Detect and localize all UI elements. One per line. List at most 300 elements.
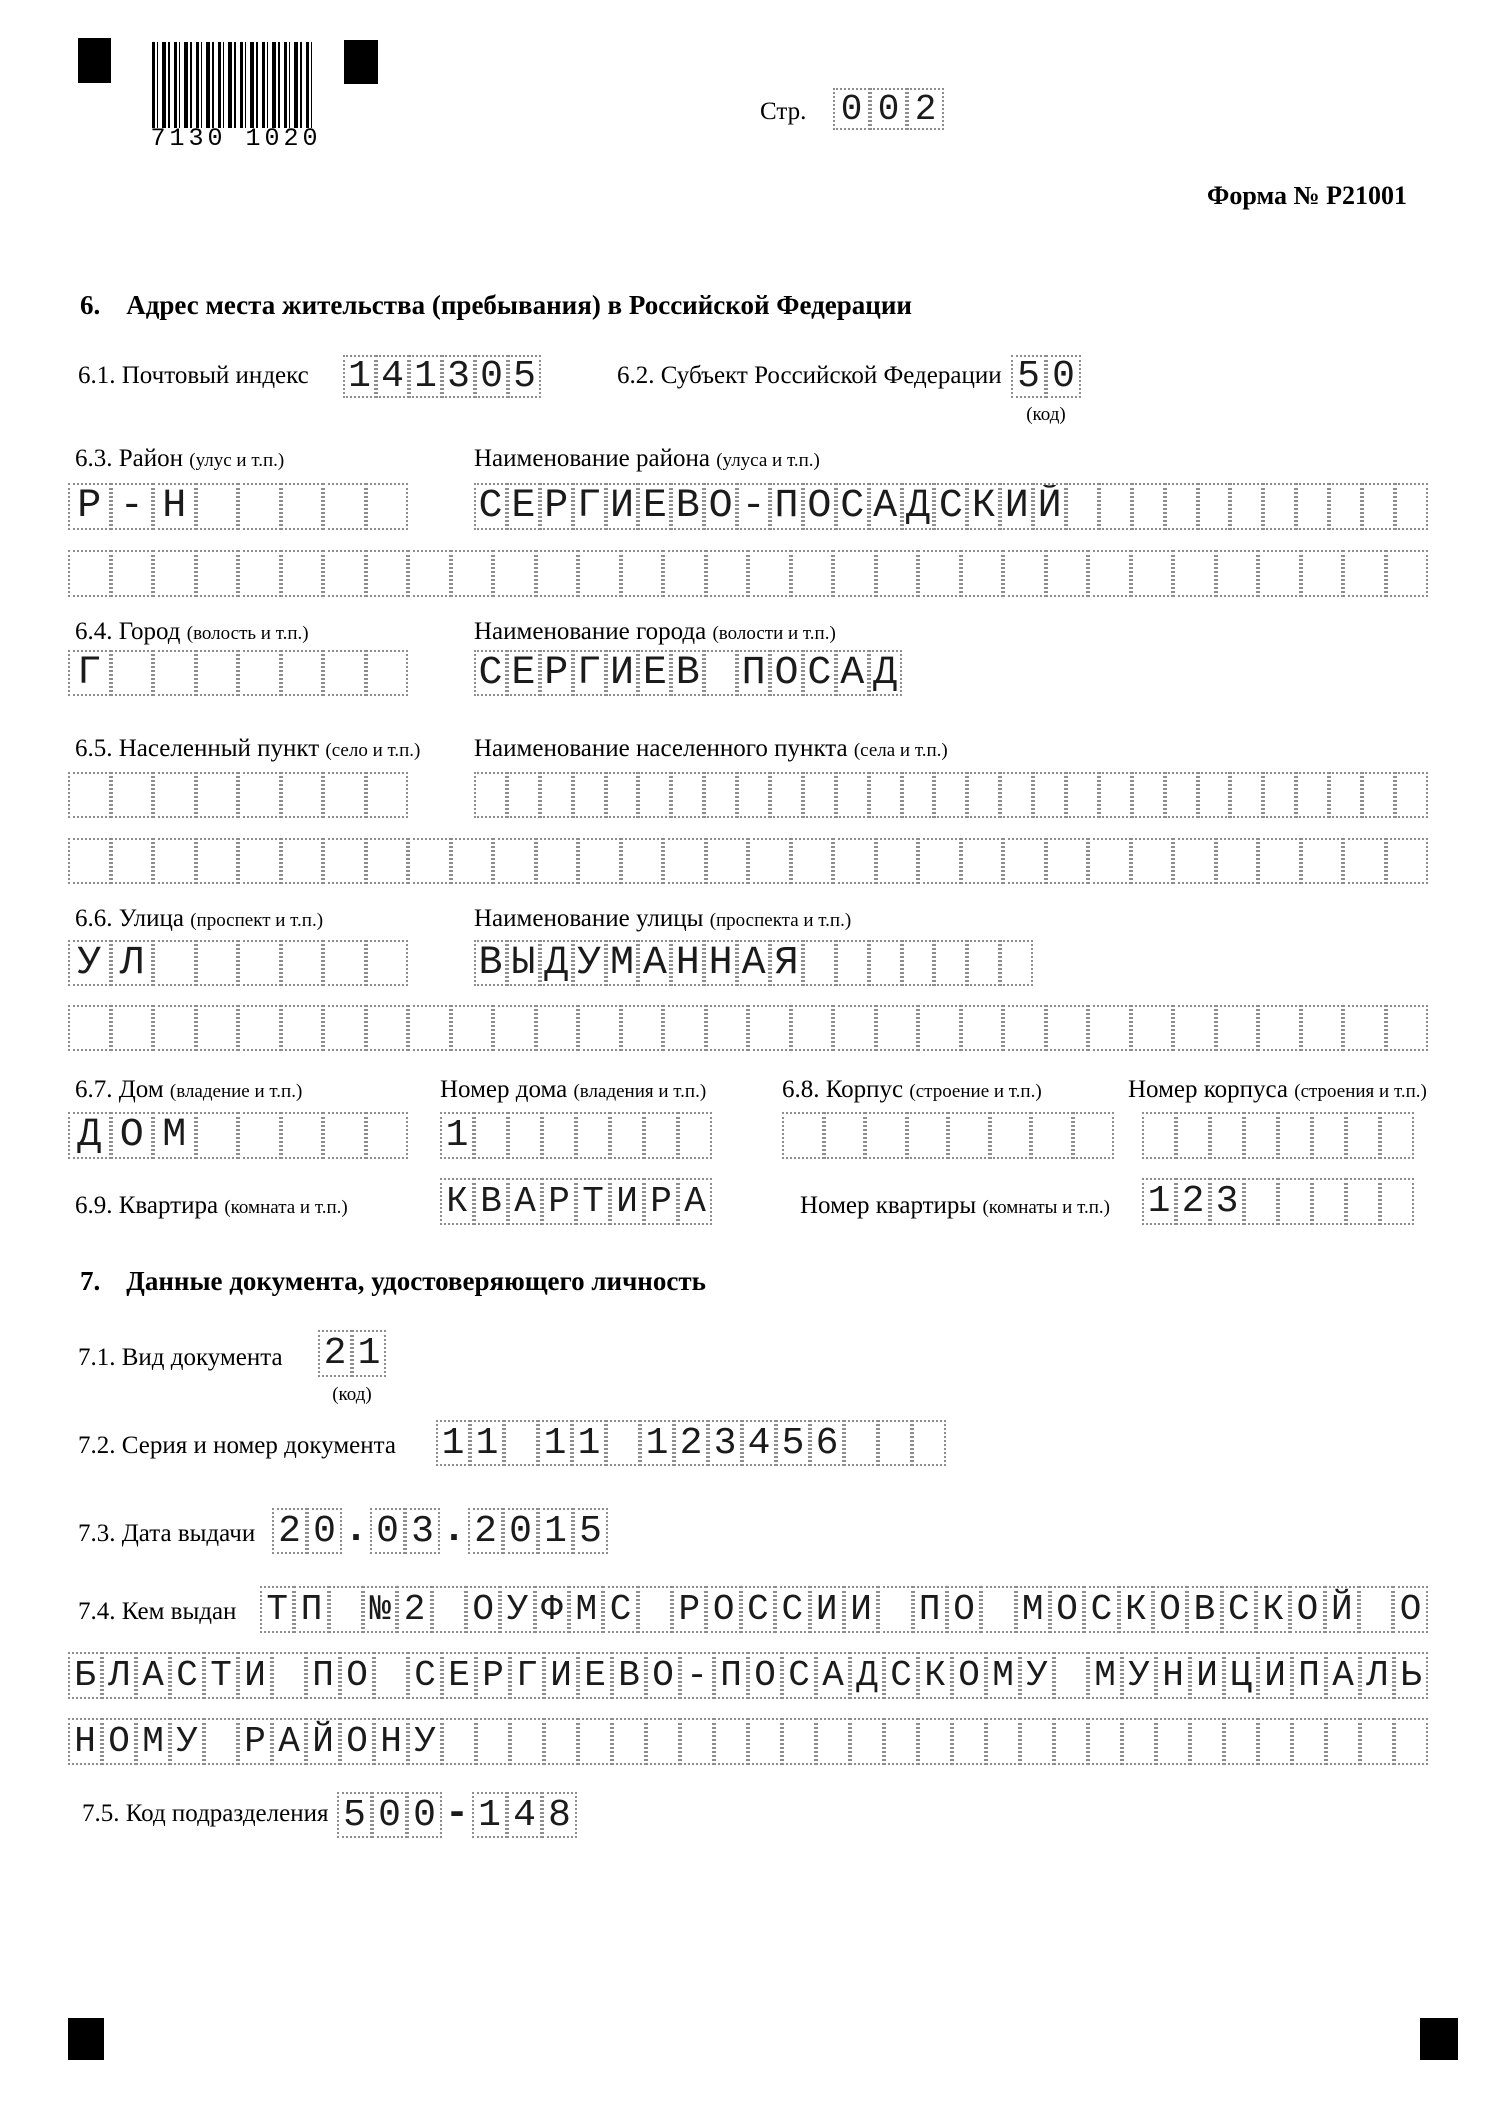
form-cell[interactable]: О bbox=[704, 483, 737, 530]
form-cell[interactable] bbox=[1301, 550, 1344, 597]
form-cell[interactable] bbox=[1386, 1005, 1429, 1051]
form-cell[interactable]: М bbox=[1016, 1586, 1050, 1633]
form-cell[interactable] bbox=[1346, 1178, 1380, 1225]
form-cell[interactable]: И bbox=[238, 1652, 272, 1699]
form-cell[interactable]: С bbox=[1222, 1586, 1256, 1633]
form-cell[interactable] bbox=[1000, 940, 1033, 986]
form-cell[interactable]: 0 bbox=[833, 88, 870, 130]
form-cell[interactable] bbox=[196, 550, 239, 597]
form-cell[interactable]: А bbox=[737, 940, 770, 986]
form-cell[interactable]: С bbox=[474, 650, 507, 696]
form-cell[interactable] bbox=[961, 838, 1004, 884]
form-cell[interactable]: О bbox=[748, 1652, 782, 1699]
form-cell[interactable] bbox=[1046, 1005, 1089, 1051]
form-cell[interactable]: Е bbox=[507, 650, 540, 696]
form-cell[interactable]: 5 bbox=[1011, 355, 1046, 398]
form-cell[interactable]: А bbox=[136, 1652, 170, 1699]
form-cell[interactable] bbox=[1020, 1718, 1054, 1765]
form-cell[interactable]: Т bbox=[576, 1178, 610, 1225]
form-cell[interactable] bbox=[1296, 772, 1329, 818]
form-cell[interactable] bbox=[704, 772, 737, 818]
form-cell[interactable] bbox=[878, 1586, 912, 1633]
form-cell[interactable] bbox=[1395, 772, 1428, 818]
form-cell[interactable] bbox=[1046, 838, 1089, 884]
form-cell[interactable]: Й bbox=[306, 1718, 340, 1765]
form-cell[interactable]: Д bbox=[68, 1112, 111, 1159]
form-cell[interactable]: С bbox=[775, 1586, 809, 1633]
form-cell[interactable]: И bbox=[810, 1586, 844, 1633]
form-cell[interactable]: Ы bbox=[507, 940, 540, 986]
form-cell[interactable] bbox=[196, 940, 239, 986]
form-cell[interactable]: 2 bbox=[468, 1508, 503, 1554]
form-cell[interactable]: Ц bbox=[1224, 1652, 1258, 1699]
form-cell[interactable] bbox=[493, 550, 536, 597]
form-cell[interactable] bbox=[442, 1718, 476, 1765]
form-cell[interactable] bbox=[1278, 1178, 1312, 1225]
form-cell[interactable] bbox=[68, 772, 111, 818]
form-cell[interactable]: Р bbox=[238, 1718, 272, 1765]
apartment-type-cells[interactable] bbox=[440, 1178, 712, 1225]
form-cell[interactable]: 1 bbox=[352, 1330, 386, 1377]
form-cell[interactable] bbox=[366, 1112, 409, 1159]
form-cell[interactable] bbox=[111, 650, 154, 696]
form-cell[interactable]: Д bbox=[850, 1652, 884, 1699]
form-cell[interactable] bbox=[912, 1420, 946, 1466]
form-cell[interactable] bbox=[1165, 772, 1198, 818]
form-cell[interactable] bbox=[850, 1718, 884, 1765]
form-cell[interactable]: Г bbox=[573, 650, 606, 696]
form-cell[interactable] bbox=[878, 1420, 912, 1466]
form-cell[interactable]: А bbox=[508, 1178, 542, 1225]
form-cell[interactable]: 2 bbox=[674, 1420, 708, 1466]
issued-by-line3-cells[interactable] bbox=[68, 1718, 1428, 1765]
form-cell[interactable] bbox=[907, 1112, 949, 1159]
form-cell[interactable]: 0 bbox=[307, 1508, 342, 1554]
form-cell[interactable]: 0 bbox=[372, 1792, 407, 1838]
form-cell[interactable]: Н bbox=[153, 483, 196, 530]
form-cell[interactable] bbox=[934, 940, 967, 986]
form-cell[interactable]: Н bbox=[68, 1718, 102, 1765]
form-cell[interactable] bbox=[644, 1112, 678, 1159]
form-cell[interactable] bbox=[323, 940, 366, 986]
form-cell[interactable]: 3 bbox=[1210, 1178, 1244, 1225]
form-cell[interactable] bbox=[238, 1005, 281, 1051]
form-cell[interactable] bbox=[153, 772, 196, 818]
form-cell[interactable]: 1 bbox=[538, 1508, 573, 1554]
form-cell[interactable] bbox=[952, 1718, 986, 1765]
form-cell[interactable] bbox=[1198, 772, 1231, 818]
form-cell[interactable] bbox=[238, 483, 281, 530]
form-cell[interactable]: Е bbox=[638, 650, 671, 696]
document-series-number-cells[interactable] bbox=[436, 1420, 946, 1466]
form-cell[interactable] bbox=[967, 772, 1000, 818]
form-cell[interactable] bbox=[238, 650, 281, 696]
form-cell[interactable] bbox=[1301, 1005, 1344, 1051]
form-cell[interactable] bbox=[536, 838, 579, 884]
form-cell[interactable]: О bbox=[947, 1586, 981, 1633]
form-cell[interactable]: Я bbox=[770, 940, 803, 986]
form-cell[interactable]: 2 bbox=[318, 1330, 352, 1377]
form-cell[interactable] bbox=[1329, 483, 1362, 530]
form-cell[interactable]: 3 bbox=[442, 355, 475, 398]
form-cell[interactable]: О bbox=[1290, 1586, 1324, 1633]
form-cell[interactable] bbox=[1046, 550, 1089, 597]
form-cell[interactable] bbox=[737, 772, 770, 818]
form-cell[interactable] bbox=[366, 1005, 409, 1051]
settlement-name-continuation-cells[interactable] bbox=[68, 838, 1428, 884]
form-cell[interactable] bbox=[1326, 1718, 1360, 1765]
form-cell[interactable]: И bbox=[844, 1586, 878, 1633]
postal-index-cells[interactable] bbox=[343, 355, 541, 398]
district-name-cells[interactable] bbox=[474, 483, 1428, 530]
form-cell[interactable] bbox=[1142, 1112, 1176, 1159]
form-cell[interactable]: В bbox=[671, 650, 704, 696]
form-cell[interactable] bbox=[714, 1718, 748, 1765]
form-cell[interactable] bbox=[544, 1718, 578, 1765]
form-cell[interactable]: Р bbox=[542, 1178, 576, 1225]
form-cell[interactable]: У bbox=[1020, 1652, 1054, 1699]
issue-date-year-cells[interactable] bbox=[468, 1508, 608, 1555]
form-cell[interactable] bbox=[902, 772, 935, 818]
form-cell[interactable] bbox=[272, 1652, 306, 1699]
form-cell[interactable]: С bbox=[1084, 1586, 1118, 1633]
form-cell[interactable]: У bbox=[1122, 1652, 1156, 1699]
form-cell[interactable] bbox=[576, 1112, 610, 1159]
form-cell[interactable] bbox=[578, 1005, 621, 1051]
form-cell[interactable] bbox=[68, 838, 111, 884]
form-cell[interactable] bbox=[329, 1586, 363, 1633]
form-cell[interactable] bbox=[408, 550, 451, 597]
form-cell[interactable] bbox=[1131, 550, 1174, 597]
form-cell[interactable]: О bbox=[111, 1112, 154, 1159]
form-cell[interactable]: Д bbox=[869, 650, 902, 696]
form-cell[interactable]: А bbox=[816, 1652, 850, 1699]
form-cell[interactable] bbox=[1230, 483, 1263, 530]
form-cell[interactable] bbox=[1031, 1112, 1073, 1159]
form-cell[interactable]: В bbox=[671, 483, 704, 530]
form-cell[interactable] bbox=[281, 940, 324, 986]
form-cell[interactable] bbox=[196, 650, 239, 696]
form-cell[interactable] bbox=[153, 940, 196, 986]
form-cell[interactable] bbox=[474, 772, 507, 818]
form-cell[interactable] bbox=[1173, 838, 1216, 884]
form-cell[interactable] bbox=[680, 1718, 714, 1765]
form-cell[interactable] bbox=[967, 940, 1000, 986]
form-cell[interactable] bbox=[196, 483, 239, 530]
form-cell[interactable] bbox=[1394, 1718, 1428, 1765]
form-cell[interactable]: 1 bbox=[440, 1112, 474, 1159]
form-cell[interactable]: У bbox=[170, 1718, 204, 1765]
form-cell[interactable] bbox=[1003, 1005, 1046, 1051]
unit-code-part2-cells[interactable] bbox=[472, 1792, 577, 1839]
form-cell[interactable]: О bbox=[1393, 1586, 1427, 1633]
form-cell[interactable] bbox=[1343, 550, 1386, 597]
form-cell[interactable] bbox=[323, 1005, 366, 1051]
form-cell[interactable]: Е bbox=[638, 483, 671, 530]
form-cell[interactable]: Р bbox=[476, 1652, 510, 1699]
form-cell[interactable] bbox=[111, 772, 154, 818]
issue-date-month-cells[interactable] bbox=[370, 1508, 440, 1555]
form-cell[interactable]: О bbox=[340, 1718, 374, 1765]
form-cell[interactable] bbox=[536, 550, 579, 597]
form-cell[interactable]: В bbox=[474, 1178, 508, 1225]
form-cell[interactable]: М bbox=[1088, 1652, 1122, 1699]
form-cell[interactable]: С bbox=[603, 1586, 637, 1633]
form-cell[interactable]: И bbox=[606, 650, 639, 696]
form-cell[interactable] bbox=[474, 1112, 508, 1159]
form-cell[interactable]: У bbox=[408, 1718, 442, 1765]
form-cell[interactable] bbox=[578, 1718, 612, 1765]
form-cell[interactable]: - bbox=[111, 483, 154, 530]
form-cell[interactable]: 5 bbox=[508, 355, 541, 398]
issue-date-day-cells[interactable] bbox=[272, 1508, 342, 1555]
form-cell[interactable]: Г bbox=[573, 483, 606, 530]
form-cell[interactable] bbox=[68, 1005, 111, 1051]
form-cell[interactable] bbox=[542, 1112, 576, 1159]
form-cell[interactable] bbox=[111, 550, 154, 597]
form-cell[interactable] bbox=[508, 1112, 542, 1159]
form-cell[interactable] bbox=[238, 940, 281, 986]
form-cell[interactable] bbox=[918, 1005, 961, 1051]
form-cell[interactable] bbox=[706, 1005, 749, 1051]
form-cell[interactable]: П bbox=[306, 1652, 340, 1699]
form-cell[interactable]: П bbox=[294, 1586, 328, 1633]
form-cell[interactable] bbox=[1210, 1112, 1244, 1159]
form-cell[interactable] bbox=[1216, 838, 1259, 884]
form-cell[interactable] bbox=[1054, 1652, 1088, 1699]
form-cell[interactable]: 4 bbox=[376, 355, 409, 398]
form-cell[interactable] bbox=[1173, 1005, 1216, 1051]
form-cell[interactable] bbox=[606, 1420, 640, 1466]
street-name-continuation-cells[interactable] bbox=[68, 1005, 1428, 1051]
form-cell[interactable]: 3 bbox=[405, 1508, 440, 1554]
form-cell[interactable] bbox=[1054, 1718, 1088, 1765]
form-cell[interactable]: Р bbox=[540, 650, 573, 696]
form-cell[interactable]: Т bbox=[260, 1586, 294, 1633]
form-cell[interactable]: И bbox=[606, 483, 639, 530]
form-cell[interactable] bbox=[366, 838, 409, 884]
form-cell[interactable]: С bbox=[884, 1652, 918, 1699]
form-cell[interactable] bbox=[1329, 772, 1362, 818]
form-cell[interactable]: Е bbox=[578, 1652, 612, 1699]
form-cell[interactable] bbox=[833, 550, 876, 597]
form-cell[interactable]: Г bbox=[510, 1652, 544, 1699]
form-cell[interactable] bbox=[68, 550, 111, 597]
form-cell[interactable] bbox=[281, 772, 324, 818]
form-cell[interactable]: 1 bbox=[470, 1420, 504, 1466]
form-cell[interactable]: 5 bbox=[337, 1792, 372, 1838]
form-cell[interactable] bbox=[1131, 838, 1174, 884]
form-cell[interactable] bbox=[1190, 1718, 1224, 1765]
form-cell[interactable]: О bbox=[102, 1718, 136, 1765]
form-cell[interactable] bbox=[646, 1718, 680, 1765]
form-cell[interactable] bbox=[1395, 483, 1428, 530]
issued-by-line1-cells[interactable] bbox=[260, 1586, 1428, 1633]
form-cell[interactable] bbox=[1131, 1005, 1174, 1051]
form-cell[interactable]: 1 bbox=[1142, 1178, 1176, 1225]
form-cell[interactable] bbox=[204, 1718, 238, 1765]
form-cell[interactable] bbox=[865, 1112, 907, 1159]
apartment-number-cells[interactable] bbox=[1142, 1178, 1414, 1225]
form-cell[interactable]: С bbox=[836, 483, 869, 530]
form-cell[interactable]: А bbox=[272, 1718, 306, 1765]
form-cell[interactable] bbox=[281, 1005, 324, 1051]
form-cell[interactable]: Н bbox=[374, 1718, 408, 1765]
form-cell[interactable] bbox=[803, 940, 836, 986]
form-cell[interactable] bbox=[366, 940, 409, 986]
form-cell[interactable]: 0 bbox=[475, 355, 508, 398]
form-cell[interactable]: В bbox=[474, 940, 507, 986]
form-cell[interactable] bbox=[578, 550, 621, 597]
form-cell[interactable] bbox=[1088, 550, 1131, 597]
form-cell[interactable] bbox=[918, 1718, 952, 1765]
form-cell[interactable]: А bbox=[638, 940, 671, 986]
form-cell[interactable] bbox=[948, 1112, 990, 1159]
form-cell[interactable] bbox=[833, 838, 876, 884]
form-cell[interactable] bbox=[1088, 1718, 1122, 1765]
form-cell[interactable] bbox=[663, 1005, 706, 1051]
form-cell[interactable]: 3 bbox=[708, 1420, 742, 1466]
house-type-cells[interactable] bbox=[68, 1112, 408, 1159]
form-cell[interactable] bbox=[1359, 1586, 1393, 1633]
form-cell[interactable] bbox=[1173, 550, 1216, 597]
form-cell[interactable] bbox=[323, 772, 366, 818]
form-cell[interactable] bbox=[1296, 483, 1329, 530]
form-cell[interactable] bbox=[1099, 772, 1132, 818]
form-cell[interactable] bbox=[366, 772, 409, 818]
form-cell[interactable] bbox=[238, 772, 281, 818]
form-cell[interactable] bbox=[986, 1718, 1020, 1765]
form-cell[interactable] bbox=[1088, 1005, 1131, 1051]
form-cell[interactable]: С bbox=[170, 1652, 204, 1699]
form-cell[interactable] bbox=[1066, 772, 1099, 818]
form-cell[interactable]: М bbox=[986, 1652, 1020, 1699]
form-cell[interactable] bbox=[153, 1005, 196, 1051]
form-cell[interactable] bbox=[981, 1586, 1015, 1633]
form-cell[interactable] bbox=[1258, 1718, 1292, 1765]
form-cell[interactable]: И bbox=[1190, 1652, 1224, 1699]
form-cell[interactable] bbox=[1244, 1178, 1278, 1225]
region-code-cells[interactable] bbox=[1011, 355, 1081, 398]
form-cell[interactable] bbox=[451, 1005, 494, 1051]
form-cell[interactable]: Л bbox=[1360, 1652, 1394, 1699]
form-cell[interactable]: О bbox=[1153, 1586, 1187, 1633]
form-cell[interactable] bbox=[1073, 1112, 1115, 1159]
form-cell[interactable] bbox=[323, 1112, 366, 1159]
form-cell[interactable] bbox=[1216, 1005, 1259, 1051]
form-cell[interactable]: 0 bbox=[1046, 355, 1081, 398]
form-cell[interactable] bbox=[836, 772, 869, 818]
form-cell[interactable]: О bbox=[340, 1652, 374, 1699]
form-cell[interactable] bbox=[507, 772, 540, 818]
form-cell[interactable] bbox=[918, 550, 961, 597]
form-cell[interactable]: 1 bbox=[472, 1792, 507, 1838]
form-cell[interactable] bbox=[573, 772, 606, 818]
form-cell[interactable] bbox=[196, 1112, 239, 1159]
form-cell[interactable] bbox=[366, 483, 409, 530]
form-cell[interactable] bbox=[678, 1112, 712, 1159]
form-cell[interactable] bbox=[1230, 772, 1263, 818]
form-cell[interactable] bbox=[281, 650, 324, 696]
form-cell[interactable] bbox=[1346, 1112, 1380, 1159]
form-cell[interactable] bbox=[153, 838, 196, 884]
form-cell[interactable]: Р bbox=[644, 1178, 678, 1225]
form-cell[interactable] bbox=[1258, 838, 1301, 884]
form-cell[interactable]: К bbox=[1119, 1586, 1153, 1633]
form-cell[interactable] bbox=[510, 1718, 544, 1765]
form-cell[interactable]: 0 bbox=[870, 88, 907, 130]
form-cell[interactable]: О bbox=[803, 483, 836, 530]
form-cell[interactable] bbox=[196, 772, 239, 818]
form-cell[interactable]: Т bbox=[204, 1652, 238, 1699]
form-cell[interactable]: О bbox=[646, 1652, 680, 1699]
form-cell[interactable] bbox=[606, 772, 639, 818]
form-cell[interactable]: У bbox=[500, 1586, 534, 1633]
form-cell[interactable]: М bbox=[153, 1112, 196, 1159]
form-cell[interactable]: Ф bbox=[535, 1586, 569, 1633]
form-cell[interactable] bbox=[961, 550, 1004, 597]
form-cell[interactable]: О bbox=[770, 650, 803, 696]
form-cell[interactable] bbox=[1386, 550, 1429, 597]
form-cell[interactable] bbox=[1312, 1112, 1346, 1159]
form-cell[interactable]: Н bbox=[1156, 1652, 1190, 1699]
form-cell[interactable] bbox=[374, 1652, 408, 1699]
form-cell[interactable] bbox=[671, 772, 704, 818]
form-cell[interactable]: И bbox=[1000, 483, 1033, 530]
form-cell[interactable] bbox=[451, 550, 494, 597]
form-cell[interactable] bbox=[704, 650, 737, 696]
form-cell[interactable] bbox=[281, 483, 324, 530]
form-cell[interactable] bbox=[1132, 483, 1165, 530]
form-cell[interactable] bbox=[803, 772, 836, 818]
form-cell[interactable]: И bbox=[610, 1178, 644, 1225]
form-cell[interactable] bbox=[791, 1005, 834, 1051]
form-cell[interactable]: С bbox=[934, 483, 967, 530]
form-cell[interactable] bbox=[153, 550, 196, 597]
form-cell[interactable] bbox=[876, 1005, 919, 1051]
form-cell[interactable] bbox=[748, 838, 791, 884]
document-type-cells[interactable] bbox=[318, 1330, 386, 1377]
form-cell[interactable] bbox=[111, 1005, 154, 1051]
form-cell[interactable]: В bbox=[612, 1652, 646, 1699]
form-cell[interactable] bbox=[1156, 1718, 1190, 1765]
form-cell[interactable] bbox=[621, 1005, 664, 1051]
form-cell[interactable]: В bbox=[1187, 1586, 1221, 1633]
form-cell[interactable]: С bbox=[408, 1652, 442, 1699]
form-cell[interactable] bbox=[990, 1112, 1032, 1159]
form-cell[interactable] bbox=[748, 1718, 782, 1765]
form-cell[interactable] bbox=[238, 550, 281, 597]
form-cell[interactable] bbox=[451, 838, 494, 884]
form-cell[interactable] bbox=[1380, 1112, 1414, 1159]
unit-code-part1-cells[interactable] bbox=[337, 1792, 442, 1839]
form-cell[interactable]: № bbox=[363, 1586, 397, 1633]
form-cell[interactable] bbox=[1088, 838, 1131, 884]
form-cell[interactable]: Р bbox=[672, 1586, 706, 1633]
form-cell[interactable]: 1 bbox=[640, 1420, 674, 1466]
city-type-cells[interactable] bbox=[68, 650, 408, 696]
form-cell[interactable] bbox=[1132, 772, 1165, 818]
form-cell[interactable] bbox=[476, 1718, 510, 1765]
form-cell[interactable]: 2 bbox=[397, 1586, 431, 1633]
form-cell[interactable] bbox=[791, 550, 834, 597]
form-cell[interactable] bbox=[1122, 1718, 1156, 1765]
issue-date-cells[interactable] bbox=[272, 1508, 608, 1555]
form-cell[interactable] bbox=[366, 650, 409, 696]
form-cell[interactable] bbox=[1263, 772, 1296, 818]
form-cell[interactable] bbox=[281, 550, 324, 597]
form-cell[interactable]: 0 bbox=[370, 1508, 405, 1554]
